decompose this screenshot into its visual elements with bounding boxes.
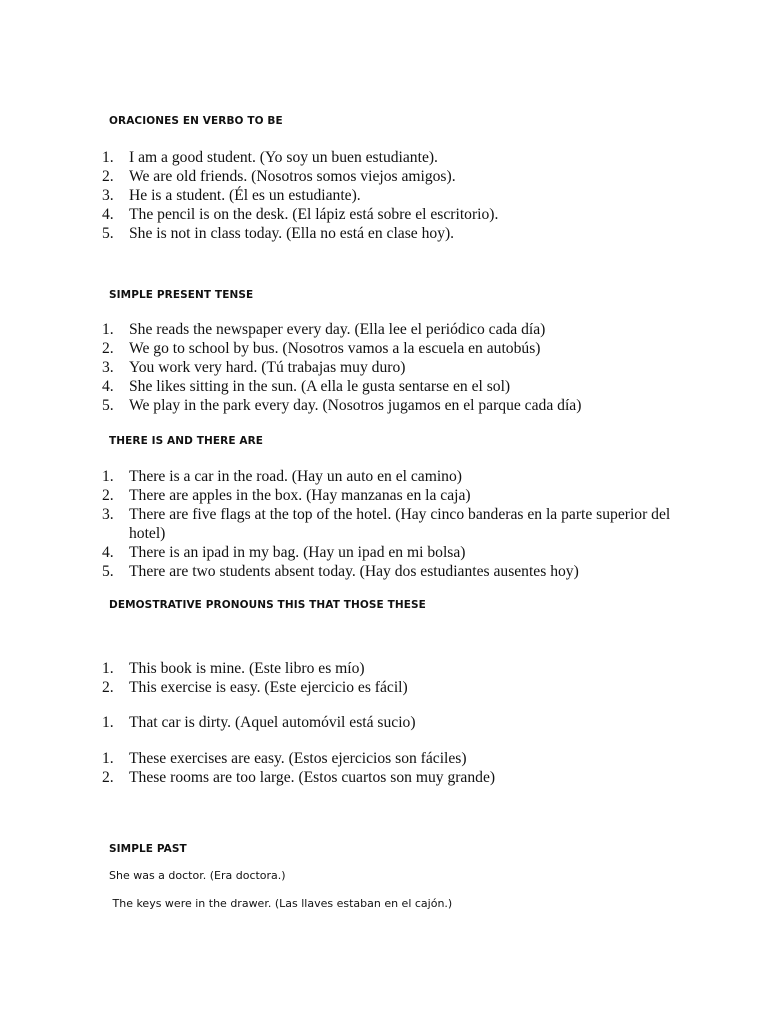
- list-item: 5. There are two students absent today. (Hay dos estudiantes ausentes hoy): [102, 563, 579, 580]
- list-item: 3. He is a student. (Él es un estudiante).: [102, 187, 361, 204]
- simple-past-line: The keys were in the drawer. (Las llaves estaban en el cajón.): [109, 897, 453, 910]
- list-item: 5. We play in the park every day. (Nosotros jugamos en el parque cada día): [102, 397, 582, 414]
- section-heading-simple-past: SIMPLE PAST: [109, 843, 187, 855]
- list-item: 3. You work very hard. (Tú trabajas muy duro): [102, 359, 406, 376]
- list-there-is: [102, 467, 682, 581]
- list-item: 3. There are five flags at the top of the hotel. (Hay cinco banderas en la parte superior del hotel): [102, 506, 671, 542]
- list-demonstrative-that: [102, 713, 702, 732]
- list-item: 4. She likes sitting in the sun. (A ella le gusta sentarse en el sol): [102, 378, 511, 395]
- list-demonstrative-these: [102, 749, 702, 787]
- simple-past-line: She was a doctor. (Era doctora.): [109, 869, 286, 882]
- section-heading-verb-to-be: ORACIONES EN VERBO TO BE: [109, 115, 283, 127]
- list-item: 2. This exercise is easy. (Este ejercicio es fácil): [102, 679, 408, 696]
- section-heading-there-is: THERE IS AND THERE ARE: [109, 435, 264, 447]
- list-item: 2. There are apples in the box. (Hay manzanas en la caja): [102, 487, 471, 504]
- list-simple-present: [102, 320, 702, 415]
- section-heading-simple-present: SIMPLE PRESENT TENSE: [109, 289, 254, 301]
- list-item: 1. There is a car in the road. (Hay un auto en el camino): [102, 468, 462, 485]
- list-item: 5. She is not in class today. (Ella no está en clase hoy).: [102, 225, 455, 242]
- list-item: 4. The pencil is on the desk. (El lápiz está sobre el escritorio).: [102, 206, 499, 223]
- list-item: 2. We go to school by bus. (Nosotros vamos a la escuela en autobús): [102, 340, 541, 357]
- list-item: 1. I am a good student. (Yo soy un buen estudiante).: [102, 149, 438, 166]
- list-item: 1. That car is dirty. (Aquel automóvil está sucio): [102, 714, 416, 731]
- list-item: 4. There is an ipad in my bag. (Hay un ipad en mi bolsa): [102, 544, 466, 561]
- list-item: 1. These exercises are easy. (Estos ejercicios son fáciles): [102, 750, 467, 767]
- section-heading-demonstrative: DEMOSTRATIVE PRONOUNS THIS THAT THOSE THESE: [109, 599, 426, 611]
- list-item: 1. This book is mine. (Este libro es mío): [102, 660, 365, 677]
- list-verb-to-be: [102, 148, 702, 243]
- list-item: 2. We are old friends. (Nosotros somos viejos amigos).: [102, 168, 456, 185]
- list-item: 1. She reads the newspaper every day. (Ella lee el periódico cada día): [102, 321, 546, 338]
- list-item: 2. These rooms are too large. (Estos cuartos son muy grande): [102, 769, 496, 786]
- list-demonstrative-this: [102, 659, 702, 697]
